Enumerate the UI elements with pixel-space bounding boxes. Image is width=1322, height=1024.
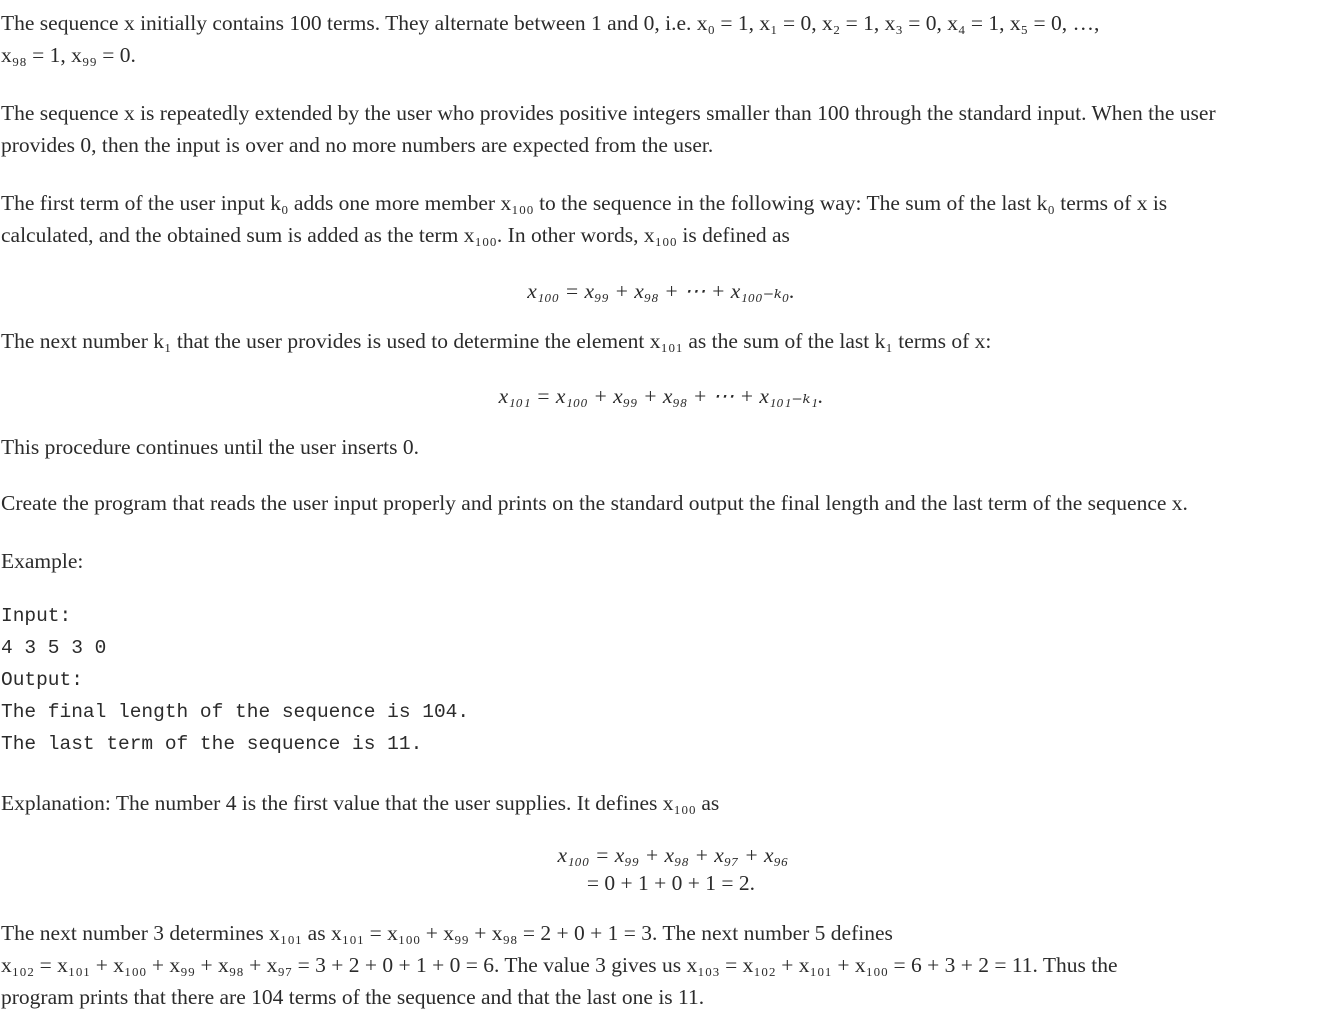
paragraph-user-input-line-1: The sequence x is repeatedly extended by the user who provides positive integers smaller than 100 through the standard input. When the user bbox=[1, 101, 1216, 125]
code-output-line-2: The last term of the sequence is 11. bbox=[1, 733, 423, 755]
paragraph-task: Create the program that reads the user input properly and prints on the standard output the final length and the last term of the sequence x. bbox=[1, 491, 1188, 515]
paragraph-next-number: The next number k₁ that the user provides is used to determine the element x₁₀₁ as the sum of the last k₁ terms of x: bbox=[1, 329, 992, 353]
paragraph-initial-sequence-line-1: The sequence x initially contains 100 terms. They alternate between 1 and 0, i.e. x₀ = 1, x₁ = 0, x₂ = 1, x₃ = 0, x₄ = 1, x₅ = 0, …, bbox=[1, 11, 1100, 35]
code-input-label: Input: bbox=[1, 605, 72, 627]
explanation-line-3: x₁₀₂ = x₁₀₁ + x₁₀₀ + x₉₉ + x₉₈ + x₉₇ = 3 + 2 + 0 + 1 + 0 = 6. The value 3 gives us x₁₀₃ = x₁₀₂ + x₁₀₁ + x₁₀₀ = 6 + 3 + 2 = 11. Thus the bbox=[1, 953, 1118, 977]
code-output-label: Output: bbox=[1, 669, 83, 691]
equation-x100-sum: x₁₀₀ = x₉₉ + x₉₈ + x₉₇ + x₉₆ bbox=[557, 843, 789, 867]
equation-x100-value: = 0 + 1 + 0 + 1 = 2. bbox=[586, 871, 756, 895]
example-heading: Example: bbox=[1, 549, 84, 573]
paragraph-first-term-line-1: The first term of the user input k₀ adds one more member x₁₀₀ to the sequence in the following way: The sum of the last k₀ terms of x is bbox=[1, 191, 1168, 215]
equation-x100: x₁₀₀ = x₉₉ + x₉₈ + ⋯ + x₁₀₀₋ₖ₀. bbox=[527, 279, 795, 303]
explanation-line-2: The next number 3 determines x₁₀₁ as x₁₀₁ = x₁₀₀ + x₉₉ + x₉₈ = 2 + 0 + 1 = 3. The next number 5 defines bbox=[1, 921, 893, 945]
equation-x101: x₁₀₁ = x₁₀₀ + x₉₉ + x₉₈ + ⋯ + x₁₀₁₋ₖ₁. bbox=[498, 384, 824, 408]
code-input-value: 4 3 5 3 0 bbox=[1, 637, 107, 659]
paragraph-user-input-line-2: provides 0, then the input is over and no more numbers are expected from the user. bbox=[1, 133, 714, 157]
paragraph-first-term-line-2: calculated, and the obtained sum is added as the term x₁₀₀. In other words, x₁₀₀ is defined as bbox=[1, 223, 790, 247]
paragraph-initial-sequence-line-2: x₉₈ = 1, x₉₉ = 0. bbox=[1, 43, 136, 67]
explanation-line-4: program prints that there are 104 terms of the sequence and that the last one is 11. bbox=[1, 985, 705, 1009]
explanation-intro: Explanation: The number 4 is the first value that the user supplies. It defines x₁₀₀ as bbox=[1, 791, 720, 815]
code-output-line-1: The final length of the sequence is 104. bbox=[1, 701, 470, 723]
paragraph-procedure: This procedure continues until the user inserts 0. bbox=[1, 435, 419, 459]
